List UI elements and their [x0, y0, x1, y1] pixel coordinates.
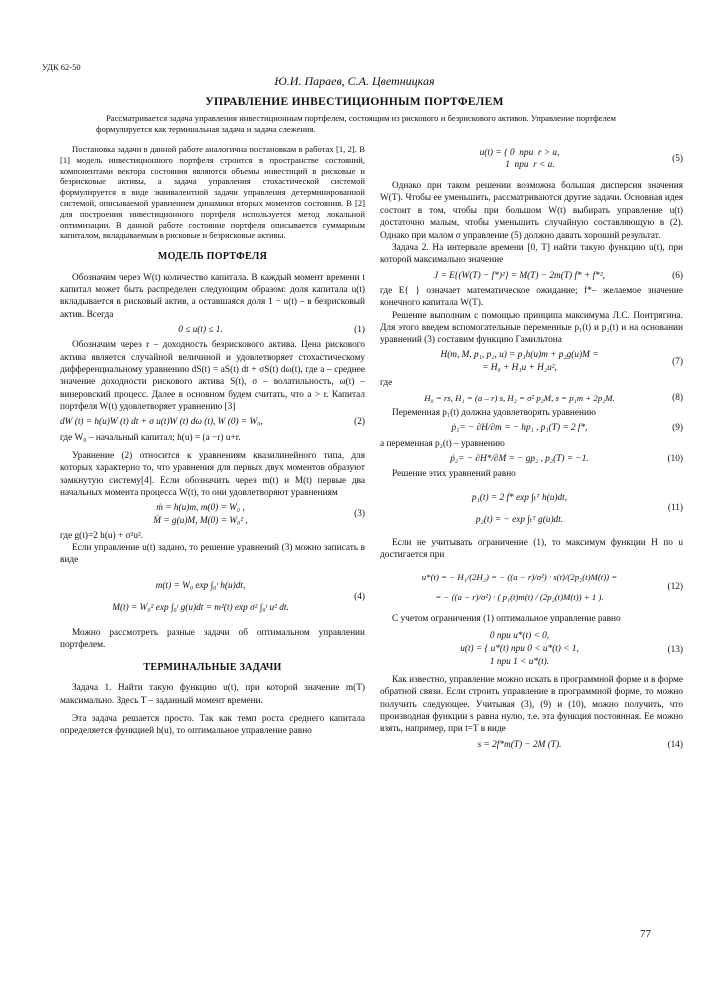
paragraph: Задача 2. На интервале времени [0, T] найти такую функцию u(t), при которой максимально значение	[380, 243, 683, 266]
paragraph: Можно рассмотреть разные задачи об оптимальном управлении портфелем.	[60, 627, 365, 651]
equation-3: ṁ = h(u)m, m(0) = W₀ , Ṁ = g(u)M, M(0) = W₀² , (3)	[153, 503, 365, 526]
equation-12: u*(t) = − H₁/(2H₂) = − ((a − r)/σ²) · s(t)/(2p₂(t)M(t)) = = − ((a − r)/σ²) · ( p₁(t)m(t) / (2p₂(t)M(t)) + 1 ). (12)	[421, 572, 683, 603]
paragraph: Как известно, управление можно искать в программной форме и в форме обратной связи. Если строить управление в программной форме, то можно получить следующее. Учитывая (3), (9) и (10), можно получить, что производная функции s равна нулю, т.е. эта функция постоянная. Ее можно взять, например, при t=T в виде	[380, 674, 683, 735]
paragraph: Задача 1. Найти такую функцию u(t), при которой значение m(T) максимально. Здесь T – заданный момент времени.	[60, 683, 365, 706]
equation-13: 0 при u*(t) < 0, u(t) = { u*(t) при 0 < u*(t) < 1, 1 при 1 < u*(t). (13)	[460, 631, 683, 668]
paragraph: где	[380, 377, 393, 388]
paragraph: где W₀ – начальный капитал; h(u) = (a −r) u+r.	[60, 432, 241, 443]
section-heading-model: МОДЕЛЬ ПОРТФЕЛЯ	[157, 251, 268, 263]
article-title: УПРАВЛЕНИЕ ИНВЕСТИЦИОННЫМ ПОРТФЕЛЕМ	[205, 96, 504, 108]
paragraph: Обозначим через W(t) количество капитала. В каждый момент времени t капитал может быть распределен следующим образом: доля капитала u(t) вкладывается в рисковый актив, а оставшаяся доля 1 − u(t) – в безрисковый актив. Всегда	[60, 272, 365, 320]
equation-4: m(t) = W₀ exp ∫₀ᵗ h(u)dt, M(t) = W₀² exp ∫₀ᵗ g(u)dt = m²(t) exp σ² ∫₀ᵗ u² dt. (4)	[112, 580, 365, 613]
paragraph: Решение выполним с помощью принципа максимума Л.С. Понтрягина. Для этого введем вспомогательные переменные p₁(t) и p₂(t) и на основании уравнений (3) составим функцию Гамильтона	[380, 310, 683, 346]
equation-6: J = E{(W(T) − f*)²} = M(T) − 2m(T) f* + f*², (6)	[434, 270, 683, 281]
equation-11: p₁(t) = 2 f* exp ∫ₜᵀ h(u)dt, p₂(t) = − exp ∫ₜᵀ g(u)dt. (11)	[471, 492, 683, 525]
abstract: Рассматривается задача управления инвестиционным портфелем, состоящим из рискового и безрискового активов. Управление портфелем формулируется как терминальная задача и задача слежения.	[96, 113, 616, 134]
equation-10: ṗ₂= − ∂H*/∂M = − gp₂ , p₂(T) = −1. (10)	[450, 453, 683, 464]
paragraph: Уравнение (2) относится к уравнениям квазилинейного типа, для которых характерно то, что уравнения для первых двух моментов образуют замкнутую систему[4]. Если обозначить через m(t) и M(t) первые два начальных момента процесса W(t), то они удовлетворяют уравнениям	[60, 451, 365, 499]
paragraph: Обозначим через r – доходность безрискового актива. Цена рискового актива является случайной величиной и удовлетворяет стохастическому дифференциальному уравнению dS(t) = aS(t) dt + σS(t) dω(t), где a – среднее значение доходности рискового актива S(t), σ – волатильность, ω(t) – винеровский процесс. Далее в основном будем считать, что a > r. Капитал портфеля W(t) удовлетворяет уравнению [3]	[60, 340, 365, 413]
equation-14: s = 2f*m(T) − 2M (T). (14)	[477, 739, 683, 750]
paragraph: С учетом ограничения (1) оптимальное управление равно	[392, 614, 621, 625]
paragraph: Если управление u(t) задано, то решение уравнений (3) можно записать в виде	[60, 543, 365, 566]
paragraph: а переменная p₂(t) – уравнению	[380, 438, 505, 449]
paragraph: Переменная p₁(t) должна удовлетворять уравнению	[392, 408, 596, 419]
paragraph: Если не учитывать ограничение (1), то максимум функции H по u достигается при	[380, 537, 683, 560]
equation-5: u(t) = { 0 при r > a, 1 при r < a. (5)	[479, 147, 683, 170]
paragraph: Решение этих уравнений равно	[392, 469, 516, 480]
left-column	[60, 144, 365, 738]
authors: Ю.И. Параев, С.А. Цветницкая	[274, 74, 435, 88]
paragraph: Эта задача решается просто. Так как темп роста среднего капитала определяется функцией h(u), то оптимальное управление равно	[60, 713, 365, 737]
intro-paragraph: Постановка задачи в данной работе аналогична постановкам в работах [1, 2]. В [1] модель инвестиционного портфеля строится в пространстве состояний, компонентами вектора состояния являются объемы инвестиций в рисковые и безрисковые активы, а задача управления стохастической системой формулируется в виде эквивалентной задачи управления детерминированной системой, описываемой уравнением динамики вторых моментов состояния. В [2] для построения инвестиционного портфеля используется метод локальной оптимизации. В данной работе состояние портфеля описывается суммарным капиталом, вкладываемым в рисковые и безрисковые активы.	[60, 144, 365, 241]
udk-code: УДК 62-50	[42, 62, 81, 72]
paragraph: где E{ } означает математическое ожидание; f*– желаемое значение конечного капитала W(T).	[380, 285, 683, 309]
paragraph: где g(t)=2 h(u) + σ²u².	[60, 530, 144, 541]
equation-8: H₀ = rs, H₁ = (a – r) s, H₂ = σ² p₂M, s = p₁m + 2p₂M. (8)	[424, 393, 683, 404]
page-number: 77	[640, 928, 651, 940]
equation-7: H(m, M, p₁, p₂, u) = p₁h(u)m + p₂g(u)M = = H₀ + H₁u + H₂u², (7)	[440, 350, 683, 373]
equation-9: ṗ₁= − ∂H/∂m = − hp₁ , p₁(T) = 2 f*, (9)	[451, 423, 683, 434]
equation-1: 0 ≤ u(t) ≤ 1. (1)	[178, 325, 365, 335]
paragraph: Однако при таком решении возможна большая дисперсия значения W(T). Чтобы ее уменьшить, рассматриваются другие задачи. Основная идея состоит в том, чтобы при большом W(t) выбирать управление u(t) достаточно малым, чтобы уменьшить случайную составляющую в (2). Однако при малом σ управление (5) должно давать хороший результат.	[380, 181, 683, 241]
section-heading-terminal: ТЕРМИНАЛЬНЫЕ ЗАДАЧИ	[143, 661, 282, 673]
equation-2: dW (t) = h(u)W (t) dt + σ u(t)W (t) dω (t), W (0) = W₀, (2)	[60, 417, 365, 428]
right-column	[380, 144, 683, 754]
